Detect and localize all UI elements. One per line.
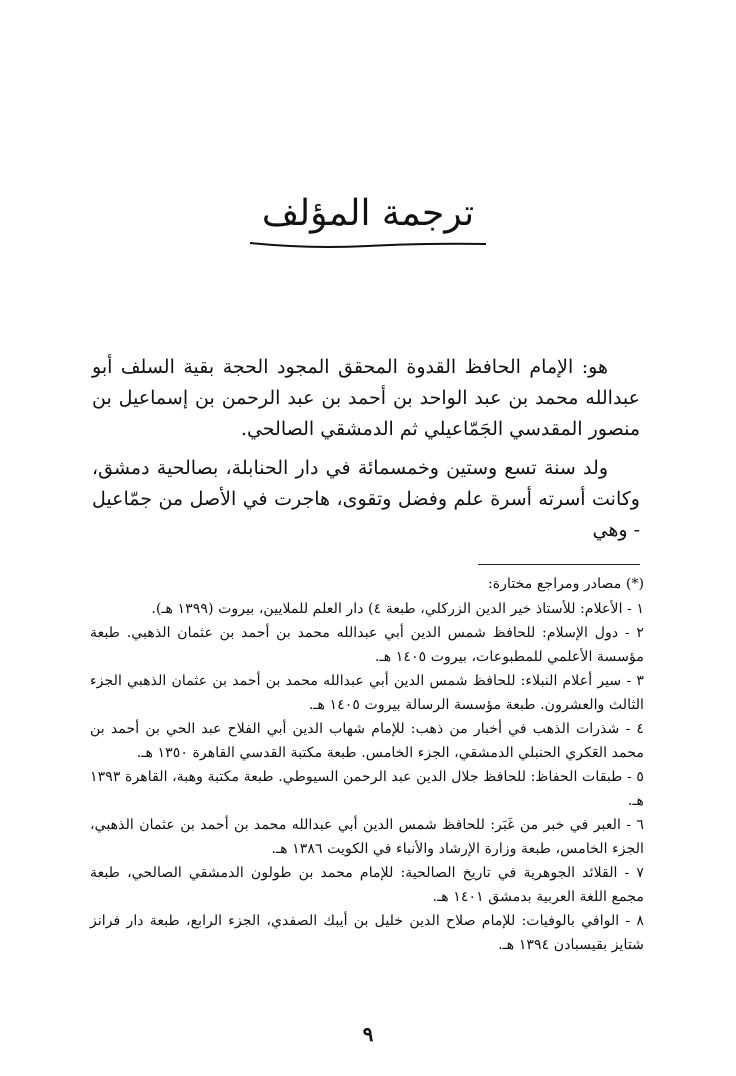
footnote-item: ٤ - شذرات الذهب في أخبار من ذهب: للإمام شهاب الدين أبي الفلاح عبد الحي بن أحمد بن محمد العَكري الحنبلي الدمشقي، الجزء الخامس. طبعة مكتبة القدسي القاهرة ١٣٥٠ هـ. [90,721,644,761]
footnote-item: ٨ - الوافي بالوفيات: للإمام صلاح الدين خليل بن أيبك الصفدي، الجزء الرابع، طبعة دار فرانز شتايز بقيسبادن ١٣٩٤ هـ. [90,913,644,953]
footnotes [90,572,644,957]
footnote-item: ٣ - سير أعلام النبلاء: للحافظ شمس الدين أبي عبدالله محمد بن أحمد بن عثمان الذهبي الجزء الثالث والعشرون. طبعة مؤسسة الرسالة بيروت ١٤٠٥ هـ. [90,673,644,713]
chapter-title: ترجمة المؤلف [261,193,475,234]
page-number: ٩ [362,1022,374,1046]
footnote-separator [478,564,640,565]
biography-paragraph-2: ولد سنة تسع وستين وخمسمائة في دار الحنابلة، بصالحية دمشق، وكانت أسرته أسرة علم وفضل وتقوى، هاجرت في الأصل من جمّاعيل - وهي [92,457,640,541]
biography-paragraph-1: هو: الإمام الحافظ القدوة المحقق المجود الحجة بقية السلف أبو عبدالله محمد بن عبد الواحد بن أحمد بن عبد الرحمن بن إسماعيل بن منصور المقدسي الجَمّاعيلي ثم الدمشقي الصالحي. [92,356,640,440]
title-swash-ornament [248,240,488,250]
footnote-item: ٧ - القلائد الجوهرية في تاريخ الصالحية: للإمام محمد بن طولون الدمشقي الصالحي، طبعة مجمع اللغة العربية بدمشق ١٤٠١ هـ. [90,865,644,905]
footnotes-heading: (*) مصادر ومراجع مختارة: [487,576,644,592]
footnote-item: ٥ - طبقات الحفاظ: للحافظ جلال الدين عبد الرحمن السيوطي. طبعة مكتبة وهبة، القاهرة ١٣٩٣ هـ. [90,769,644,809]
footnote-item: ١ - الأعلام: للأستاذ خير الدين الزركلي، طبعة ٤) دار العلم للملايين، بيروت (١٣٩٩ هـ). [151,601,644,617]
biography-text [92,352,640,554]
footnote-item: ٢ - دول الإسلام: للحافظ شمس الدين أبي عبدالله محمد بن أحمد بن عثمان الذهبي. طبعة مؤسسة الأعلمي للمطبوعات، بيروت ١٤٠٥ هـ. [90,625,644,665]
footnote-item: ٦ - العبر في خبر من غَبَر: للحافظ شمس الدين أبي عبدالله محمد بن أحمد بن عثمان الذهبي، الجزء الخامس، طبعة وزارة الإرشاد والأنباء في الكويت ١٣٨٦ هـ. [90,817,644,857]
chapter-title-block [240,192,496,252]
